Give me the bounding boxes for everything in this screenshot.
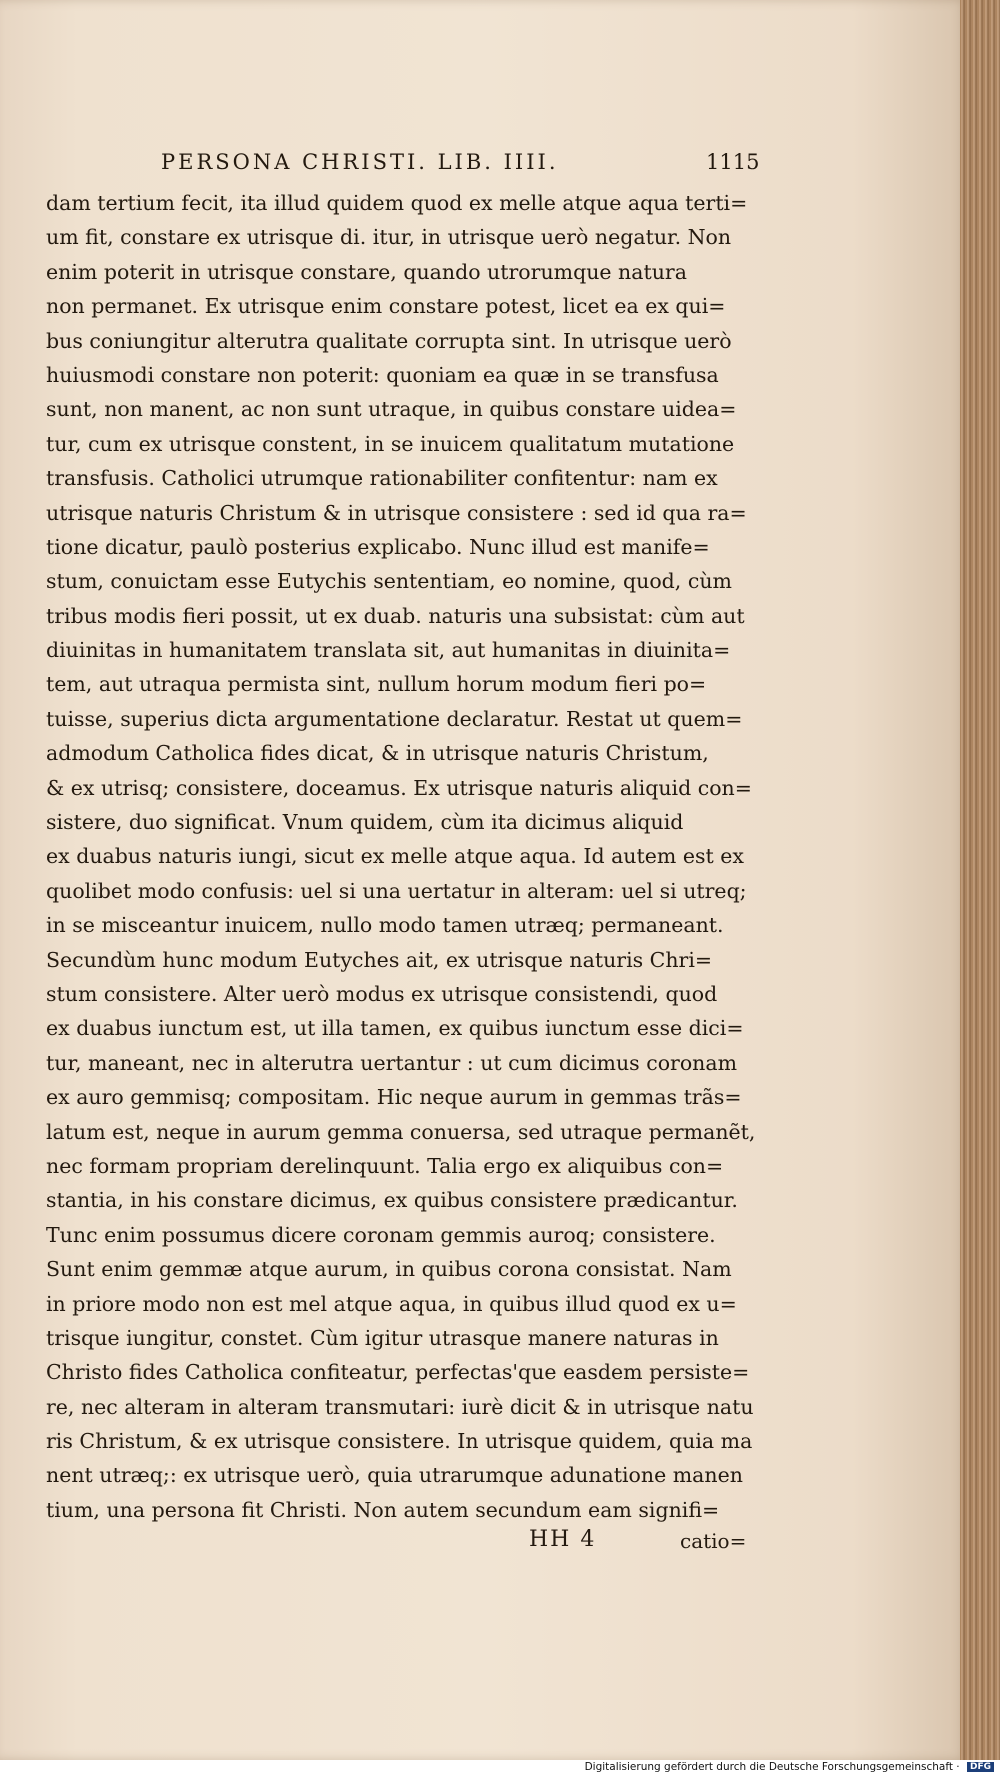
text-line: tur, maneant, nec in alterutra uertantur : ut cum dicimus coronam [46, 1050, 738, 1075]
text-line: stum consistere. Alter uerò modus ex utrisque consistendi, quod [46, 981, 718, 1006]
text-line: diuinitas in humanitatem translata sit, aut humanitas in diuinita= [46, 638, 731, 663]
digitization-credit [585, 1761, 994, 1773]
text-line: ex duabus naturis iungi, sicut ex melle atque aqua. Id autem est ex [46, 844, 744, 869]
text-line: trisque iungitur, constet. Cùm igitur utrasque manere naturas in [46, 1325, 719, 1350]
text-line: admodum Catholica fides dicat, & in utrisque naturis Christum, [46, 741, 709, 766]
text-line: huiusmodi constare non poterit: quoniam ea quæ in se transfusa [46, 362, 719, 387]
text-line: Secundùm hunc modum Eutyches ait, ex utrisque naturis Chri= [46, 947, 713, 972]
text-block [46, 148, 760, 1561]
text-line: transfusis. Catholici utrumque rationabiliter confitentur: nam ex [46, 466, 718, 491]
text-line: nent utræq;: ex utrisque uerò, quia utrarumque adunatione manen [46, 1463, 743, 1488]
text-line: in se misceantur inuicem, nullo modo tamen utræq; permaneant. [46, 913, 724, 938]
text-line: Christo fides Catholica confiteatur, perfectas'que easdem persiste= [46, 1360, 750, 1385]
text-line: tur, cum ex utrisque constent, in se inuicem qualitatum mutatione [46, 431, 735, 456]
text-line: re, nec alteram in alteram transmutari: iurè dicit & in utrisque natu [46, 1394, 754, 1419]
dfg-logo-icon: DFG [967, 1762, 994, 1772]
text-line: bus coniungitur alterutra qualitate corrupta sint. In utrisque uerò [46, 328, 732, 353]
text-line: tuisse, superius dicta argumentatione declaratur. Restat ut quem= [46, 706, 743, 731]
text-line: tribus modis fieri possit, ut ex duab. naturis una subsistat: cùm aut [46, 603, 745, 628]
text-line: tione dicatur, paulò posterius explicabo. Nunc illud est manife= [46, 534, 710, 559]
text-line: in priore modo non est mel atque aqua, in quibus illud quod ex u= [46, 1291, 737, 1316]
page-number: 1115 [706, 150, 760, 174]
text-line: latum est, neque in aurum gemma conuersa, sed utraque permanẽt, [46, 1119, 756, 1144]
signature-mark: HH 4 [529, 1527, 597, 1553]
text-line: enim poterit in utrisque constare, quando utrorumque natura [46, 259, 687, 284]
text-line: sunt, non manent, ac non sunt utraque, in quibus constare uidea= [46, 397, 737, 422]
text-line: sistere, duo significat. Vnum quidem, cùm ita dicimus aliquid [46, 810, 684, 835]
text-line: ex duabus iunctum est, ut illa tamen, ex quibus iunctum esse dici= [46, 1016, 744, 1041]
text-line: tium, una persona fit Christi. Non autem secundum eam signifi= [46, 1497, 720, 1522]
text-line: quolibet modo confusis: uel si una uertatur in alteram: uel si utreq; [46, 878, 747, 903]
text-line: nec formam propriam derelinquunt. Talia ergo ex aliquibus con= [46, 1153, 724, 1178]
text-line: ex auro gemmisq; compositam. Hic neque aurum in gemmas trãs= [46, 1085, 742, 1110]
text-line: stum, conuictam esse Eutychis sententiam, eo nomine, quod, cùm [46, 569, 732, 594]
text-line: Tunc enim possumus dicere coronam gemmis auroq; consistere. [46, 1222, 716, 1247]
body-text [46, 186, 756, 1527]
text-line: stantia, in his constare dicimus, ex quibus consistere prædicantur. [46, 1188, 738, 1213]
text-line: ris Christum, & ex utrisque consistere. In utrisque quidem, quia ma [46, 1429, 753, 1454]
page-footer [46, 1527, 756, 1561]
text-line: tem, aut utraqua permista sint, nullum horum modum fieri po= [46, 672, 707, 697]
catchword: catio= [680, 1529, 747, 1554]
running-head-title: PERSONA CHRISTI. LIB. IIII. [161, 150, 559, 174]
page-edges [960, 0, 1000, 1760]
text-line: non permanet. Ex utrisque enim constare potest, licet ea ex qui= [46, 294, 726, 319]
text-line: Sunt enim gemmæ atque aurum, in quibus corona consistat. Nam [46, 1257, 732, 1282]
text-line: & ex utrisq; consistere, doceamus. Ex utrisque naturis aliquid con= [46, 775, 752, 800]
text-line: utrisque naturis Christum & in utrisque consistere : sed id qua ra= [46, 500, 747, 525]
credit-text: Digitalisierung gefördert durch die Deutsche Forschungsgemeinschaft · [584, 1761, 960, 1773]
text-line: dam tertium fecit, ita illud quidem quod ex melle atque aqua terti= [46, 191, 748, 215]
running-head [46, 148, 760, 186]
text-line: um fit, constare ex utrisque di. itur, in utrisque uerò negatur. Non [46, 225, 732, 250]
